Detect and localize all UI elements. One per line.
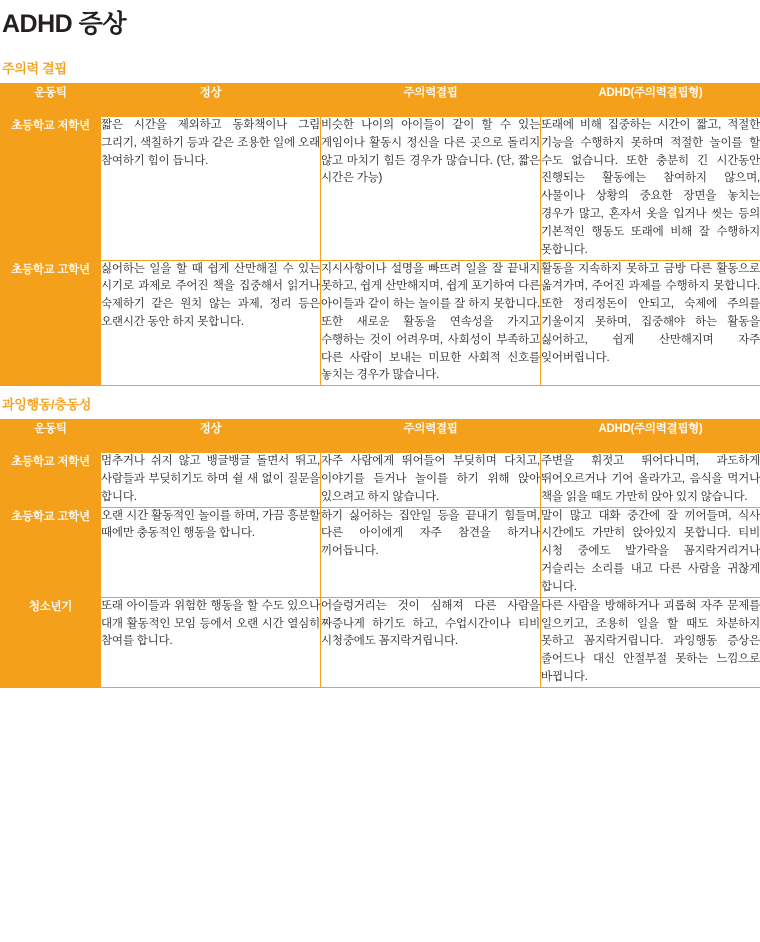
row-label-lower-elementary: 초등학교 저학년: [1, 453, 101, 507]
column-header-normal: 정상: [101, 84, 321, 117]
cell-normal: 오랜 시간 활동적인 놀이를 하며, 가끔 흥분할 때에만 충동적인 행동을 합니다.: [101, 507, 321, 597]
column-header-tic: 운동틱: [1, 420, 101, 453]
cell-adhd: 주변을 휘젓고 뛰어다니며, 과도하게 뛰어오르거나 기어 올라가고, 음식을 먹거나 책을 읽을 때도 가만히 앉아 있지 않습니다.: [541, 453, 760, 507]
cell-normal: 짧은 시간을 제외하고 동화책이나 그림 그리기, 색칠하기 등과 같은 조용한 일에 오래 참여하기 힘이 듭니다.: [101, 117, 321, 261]
section-title-attention-deficit: 주의력 결핍: [2, 61, 67, 76]
table-header-row: [1, 84, 760, 117]
cell-attention-deficit: 어슬렁거리는 것이 심해져 다른 사람을 짜증나게 하기도 하고, 수업시간이나 티비 시청중에도 꼼지락거립니다.: [321, 597, 541, 687]
cell-attention-deficit: 하기 싫어하는 집안일 등을 끝내기 힘들며, 다른 아이에게 자주 참견을 하거나 끼어듭니다.: [321, 507, 541, 597]
attention-deficit-table: [0, 83, 760, 386]
table-row: [1, 117, 760, 261]
table-row: [1, 507, 760, 597]
row-label-upper-elementary: 초등학교 고학년: [1, 260, 101, 386]
row-label-lower-elementary: 초등학교 저학년: [1, 117, 101, 261]
column-header-normal: 정상: [101, 420, 321, 453]
cell-adhd: 말이 많고 대화 중간에 잘 끼어들며, 식사 시간에도 가만히 앉아있지 못합니다. 티비 시청 중에도 발가락을 꼼지락거리거나 거슬리는 소리를 내고 다른 사람을 귀찮게 합니다.: [541, 507, 760, 597]
row-label-adolescence: 청소년기: [1, 597, 101, 687]
cell-attention-deficit: 비슷한 나이의 아이들이 같이 할 수 있는 게임이나 활동시 정신을 다른 곳으로 돌리지 않고 마치기 힘든 경우가 많습니다. (단, 짧은 시간은 가능): [321, 117, 541, 261]
cell-attention-deficit: 지시사항이나 설명을 빠뜨려 일을 잘 끝내지 못하고, 쉽게 산만해지며, 쉽게 포기하여 다른 아이들과 같이 하는 놀이를 잘 하지 못합니다. 또한 새로운 활동을 연속성을 가지고 수행하는 것이 어려우며, 사회성이 부족하고 다른 사람이 보내는 미묘한 사회적 신호를 놓치는 경우가 많습니다.: [321, 260, 541, 386]
cell-normal: 또래 아이들과 위험한 행동을 할 수도 있으나 대개 활동적인 모임 등에서 오랜 시간 열심히 참여를 합니다.: [101, 597, 321, 687]
cell-adhd: 또래에 비해 집중하는 시간이 짧고, 적절한 기능을 수행하지 못하며 적절한 놀이를 할 수도 없습니다. 또한 충분히 긴 시간동안 진행되는 활동에는 참여하지 않으며, 사물이나 상황의 중요한 장면을 놓치는 경우가 많고, 혼자서 옷을 입거나 씻는 등의 기본적인 행동도 또래에 비해 잘 수행하지 못합니다.: [541, 117, 760, 261]
cell-normal: 싫어하는 일을 할 때 쉽게 산만해질 수 있는 시기로 과제로 주어진 책을 집중해서 읽거나 숙제하기 같은 원치 않는 과제, 정리 등은 오랜시간 동안 하지 못합니다.: [101, 260, 321, 386]
column-header-adhd: ADHD(주의력결핍형): [541, 84, 760, 117]
column-header-tic: 운동틱: [1, 84, 101, 117]
cell-attention-deficit: 자주 사람에게 뛰어들어 부딪히며 다치고, 이야기를 듣거나 놀이를 하기 위해 앉아 있으려고 하지 않습니다.: [321, 453, 541, 507]
hyperactivity-impulsivity-table: [0, 419, 760, 688]
table-row: [1, 453, 760, 507]
cell-normal: 멈추거나 쉬지 않고 뱅글뱅글 돌면서 뛰고, 사람들과 부딪히기도 하며 쉴 새 없이 질문을 합니다.: [101, 453, 321, 507]
table-row: [1, 597, 760, 687]
column-header-attention-deficit: 주의력결핍: [321, 420, 541, 453]
section-title-hyperactivity: 과잉행동/충동성: [2, 397, 92, 413]
row-label-upper-elementary: 초등학교 고학년: [1, 507, 101, 597]
column-header-attention-deficit: 주의력결핍: [321, 84, 541, 117]
cell-adhd: 다른 사람을 방해하거나 괴롭혀 자주 문제를 일으키고, 조용히 일을 할 때도 차분하지 못하고 꼼지락거립니다. 과잉행동 증상은 줄어드나 대신 안절부절 못하는 느낌으로 바뀝니다.: [541, 597, 760, 687]
table-row: [1, 260, 760, 386]
table-header-row: [1, 420, 760, 453]
cell-adhd: 활동을 지속하지 못하고 금방 다른 활동으로 옮겨가며, 주어진 과제를 수행하지 못합니다. 또한 정리정돈이 안되고, 숙제에 주의를 기울이지 못하며, 집중해야 하는 활동을 싫어하고, 쉽게 산만해지며 자주 잊어버립니다.: [541, 260, 760, 386]
page-title: ADHD 증상: [2, 10, 126, 38]
column-header-adhd: ADHD(주의력결핍형): [541, 420, 760, 453]
